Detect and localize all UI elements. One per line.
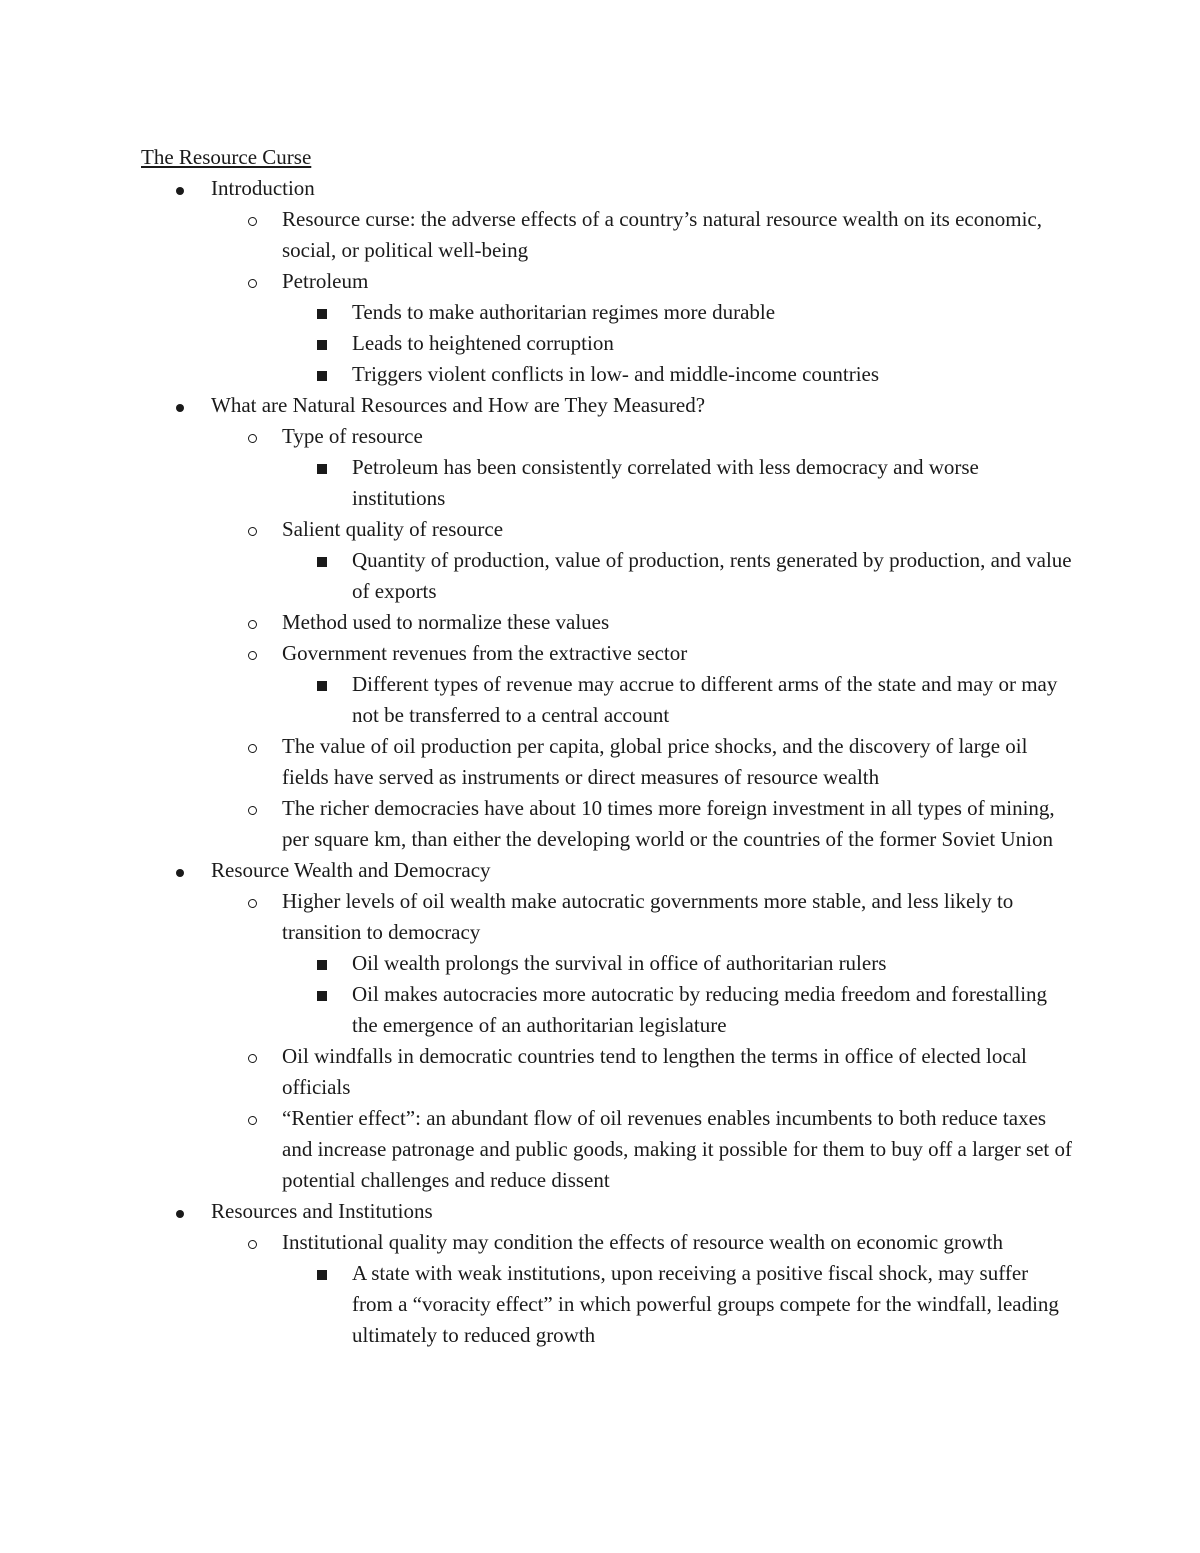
list-item-text: What are Natural Resources and How are They Measured? xyxy=(211,393,706,417)
square-bullet-icon xyxy=(317,948,327,979)
filled-circle-bullet-icon xyxy=(176,173,184,204)
square-bullet-icon xyxy=(317,328,327,359)
square-bullet-icon xyxy=(317,452,327,483)
list-item xyxy=(0,1227,1072,1258)
list-item xyxy=(0,266,1072,297)
list-item-text: A state with weak institutions, upon receiving a positive fiscal shock, may suffer from a “voracity effect” in which powerful groups compete for the windfall, leading ultimately to reduced growth xyxy=(352,1261,1059,1347)
document-title: The Resource Curse xyxy=(141,145,312,169)
hollow-circle-bullet-icon xyxy=(248,1103,257,1134)
list-item xyxy=(0,390,1071,421)
list-item xyxy=(0,638,1072,669)
hollow-circle-bullet-icon xyxy=(248,638,257,669)
list-item xyxy=(0,421,1072,452)
notes-outline xyxy=(0,173,1200,1351)
list-item-text: Higher levels of oil wealth make autocratic governments more stable, and less likely to transition to democracy xyxy=(282,889,1014,944)
hollow-circle-bullet-icon xyxy=(248,886,257,917)
list-item xyxy=(0,948,1072,979)
list-item xyxy=(0,204,1072,266)
filled-circle-bullet-icon xyxy=(176,855,184,886)
list-item-text: Oil makes autocracies more autocratic by reducing media freedom and forestalling the emergence of an authoritarian legislature xyxy=(352,982,1048,1037)
square-bullet-icon xyxy=(317,979,327,1010)
list-item-text: Oil windfalls in democratic countries tend to lengthen the terms in office of elected local officials xyxy=(282,1044,1027,1099)
list-item xyxy=(0,297,1072,328)
list-item-text: The richer democracies have about 10 times more foreign investment in all types of mining, per square km, than either the developing world or the countries of the former Soviet Union xyxy=(282,796,1055,851)
hollow-circle-bullet-icon xyxy=(248,266,257,297)
list-item-text: Salient quality of resource xyxy=(282,517,504,541)
list-item-text: Quantity of production, value of production, rents generated by production, and value of exports xyxy=(352,548,1072,603)
square-bullet-icon xyxy=(317,545,327,576)
list-item xyxy=(0,452,1072,514)
list-item xyxy=(0,514,1072,545)
square-bullet-icon xyxy=(317,359,327,390)
filled-circle-bullet-icon xyxy=(176,390,184,421)
list-item xyxy=(0,328,1072,359)
list-item xyxy=(0,669,1072,731)
list-item-text: Different types of revenue may accrue to different arms of the state and may or may not be transferred to a central account xyxy=(352,672,1058,727)
list-item-text: Method used to normalize these values xyxy=(282,610,610,634)
hollow-circle-bullet-icon xyxy=(248,731,257,762)
hollow-circle-bullet-icon xyxy=(248,793,257,824)
list-item xyxy=(0,1041,1072,1103)
list-item-text: Triggers violent conflicts in low- and middle-income countries xyxy=(352,362,880,386)
list-item-text: The value of oil production per capita, global price shocks, and the discovery of large oil fields have served as instruments or direct measures of resource wealth xyxy=(282,734,1028,789)
filled-circle-bullet-icon xyxy=(176,1196,184,1227)
list-item xyxy=(0,886,1072,948)
list-item-text: Petroleum has been consistently correlated with less democracy and worse institutions xyxy=(352,455,979,510)
list-item-text: Resource Wealth and Democracy xyxy=(211,858,491,882)
list-item xyxy=(0,1258,1072,1351)
list-item xyxy=(0,1103,1072,1196)
hollow-circle-bullet-icon xyxy=(248,421,257,452)
list-item xyxy=(0,731,1072,793)
list-item-text: Resource curse: the adverse effects of a country’s natural resource wealth on its economic, social, or political well-being xyxy=(282,207,1042,262)
list-item-text: Type of resource xyxy=(282,424,423,448)
list-item-text: Institutional quality may condition the effects of resource wealth on economic growth xyxy=(282,1230,1003,1254)
list-item-text: Government revenues from the extractive sector xyxy=(282,641,688,665)
list-item xyxy=(0,607,1072,638)
hollow-circle-bullet-icon xyxy=(248,1041,257,1072)
square-bullet-icon xyxy=(317,669,327,700)
hollow-circle-bullet-icon xyxy=(248,607,257,638)
list-item-text: Leads to heightened corruption xyxy=(352,331,614,355)
square-bullet-icon xyxy=(317,297,327,328)
list-item-text: Oil wealth prolongs the survival in office of authoritarian rulers xyxy=(352,951,887,975)
list-item xyxy=(0,173,1071,204)
list-item xyxy=(0,855,1071,886)
list-item xyxy=(0,793,1072,855)
hollow-circle-bullet-icon xyxy=(248,204,257,235)
list-item-text: Petroleum xyxy=(282,269,369,293)
list-item-text: “Rentier effect”: an abundant flow of oil revenues enables incumbents to both reduce taxes and increase patronage and public goods, making it possible for them to buy off a larger set of potential challenges and reduce dissent xyxy=(282,1106,1073,1192)
list-item xyxy=(0,359,1072,390)
list-item xyxy=(0,1196,1071,1227)
list-item xyxy=(0,545,1072,607)
list-item-text: Resources and Institutions xyxy=(211,1199,433,1223)
list-item-text: Tends to make authoritarian regimes more durable xyxy=(352,300,776,324)
list-item xyxy=(0,979,1072,1041)
hollow-circle-bullet-icon xyxy=(248,1227,257,1258)
square-bullet-icon xyxy=(317,1258,327,1289)
list-item-text: Introduction xyxy=(211,176,315,200)
hollow-circle-bullet-icon xyxy=(248,514,257,545)
